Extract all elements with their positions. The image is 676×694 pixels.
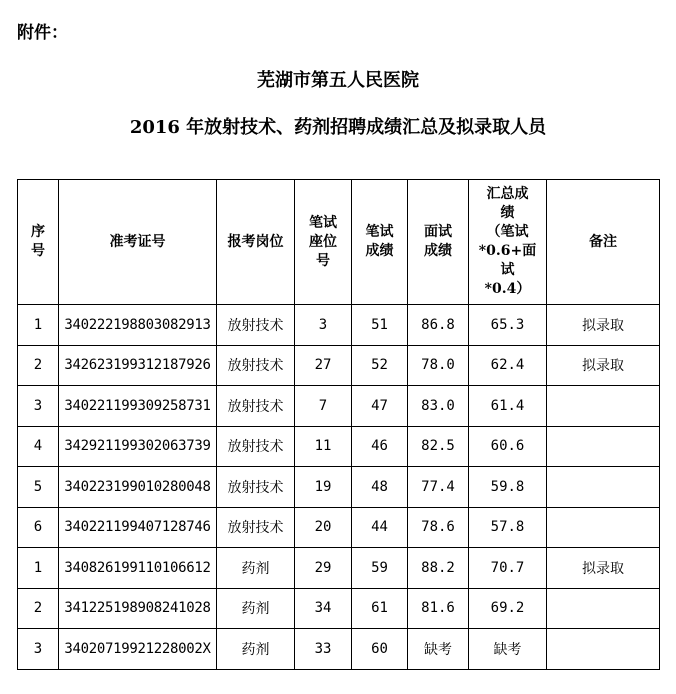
cell-position: 药剂 (217, 629, 295, 670)
cell-total: 59.8 (469, 467, 547, 508)
col-header-interview: 面试 成绩 (408, 180, 469, 305)
cell-seq: 4 (18, 426, 59, 467)
table-row (18, 467, 660, 508)
cell-seq: 3 (18, 386, 59, 427)
cell-interview: 77.4 (408, 467, 469, 508)
cell-written: 60 (352, 629, 408, 670)
cell-seat: 3 (295, 305, 352, 346)
cell-interview: 83.0 (408, 386, 469, 427)
cell-total: 70.7 (469, 548, 547, 589)
cell-remark (547, 588, 660, 629)
cell-total: 69.2 (469, 588, 547, 629)
cell-written: 51 (352, 305, 408, 346)
cell-total: 62.4 (469, 345, 547, 386)
cell-position: 放射技术 (217, 305, 295, 346)
cell-seq: 2 (18, 345, 59, 386)
cell-written: 44 (352, 507, 408, 548)
table-row (18, 629, 660, 670)
cell-total: 60.6 (469, 426, 547, 467)
cell-seat: 27 (295, 345, 352, 386)
cell-seat: 29 (295, 548, 352, 589)
cell-exam-id: 34020719921228002X (59, 629, 217, 670)
cell-remark: 拟录取 (547, 345, 660, 386)
cell-interview: 86.8 (408, 305, 469, 346)
cell-position: 药剂 (217, 588, 295, 629)
cell-exam-id: 340221199407128746 (59, 507, 217, 548)
cell-position: 放射技术 (217, 345, 295, 386)
cell-position: 药剂 (217, 548, 295, 589)
cell-remark (547, 386, 660, 427)
cell-total: 65.3 (469, 305, 547, 346)
cell-written: 48 (352, 467, 408, 508)
cell-exam-id: 341225198908241028 (59, 588, 217, 629)
cell-seq: 1 (18, 548, 59, 589)
cell-exam-id: 342623199312187926 (59, 345, 217, 386)
table-row (18, 588, 660, 629)
cell-written: 52 (352, 345, 408, 386)
cell-total: 缺考 (469, 629, 547, 670)
attachment-label: 附件： (17, 23, 68, 43)
col-header-total: 汇总成 绩 （笔试 *0.6+面 试 *0.4） (469, 180, 547, 305)
document-title: 芜湖市第五人民医院 (257, 70, 419, 91)
cell-remark (547, 467, 660, 508)
cell-seat: 33 (295, 629, 352, 670)
document-subtitle: 2016 年放射技术、药剂招聘成绩汇总及拟录取人员 (129, 117, 547, 138)
cell-position: 放射技术 (217, 426, 295, 467)
cell-total: 61.4 (469, 386, 547, 427)
col-header-remark: 备注 (547, 180, 660, 305)
cell-written: 46 (352, 426, 408, 467)
cell-remark (547, 507, 660, 548)
cell-written: 47 (352, 386, 408, 427)
cell-interview: 缺考 (408, 629, 469, 670)
cell-seq: 3 (18, 629, 59, 670)
table-row (18, 305, 660, 346)
cell-written: 59 (352, 548, 408, 589)
cell-seq: 5 (18, 467, 59, 508)
table-row (18, 548, 660, 589)
cell-exam-id: 340221199309258731 (59, 386, 217, 427)
cell-interview: 82.5 (408, 426, 469, 467)
cell-seq: 2 (18, 588, 59, 629)
cell-position: 放射技术 (217, 386, 295, 427)
cell-seq: 1 (18, 305, 59, 346)
cell-seat: 11 (295, 426, 352, 467)
col-header-seq: 序 号 (18, 180, 59, 305)
cell-remark: 拟录取 (547, 305, 660, 346)
cell-seat: 7 (295, 386, 352, 427)
col-header-seat: 笔试 座位 号 (295, 180, 352, 305)
col-header-written: 笔试 成绩 (352, 180, 408, 305)
cell-written: 61 (352, 588, 408, 629)
cell-position: 放射技术 (217, 507, 295, 548)
cell-seat: 20 (295, 507, 352, 548)
table-row (18, 507, 660, 548)
cell-interview: 78.6 (408, 507, 469, 548)
cell-exam-id: 340223199010280048 (59, 467, 217, 508)
table-row (18, 386, 660, 427)
cell-remark: 拟录取 (547, 548, 660, 589)
cell-interview: 78.0 (408, 345, 469, 386)
cell-position: 放射技术 (217, 467, 295, 508)
table-row (18, 345, 660, 386)
cell-total: 57.8 (469, 507, 547, 548)
cell-seat: 19 (295, 467, 352, 508)
col-header-exam-id: 准考证号 (59, 180, 217, 305)
header-row (18, 180, 660, 305)
cell-interview: 88.2 (408, 548, 469, 589)
results-table (17, 179, 660, 670)
cell-exam-id: 340826199110106612 (59, 548, 217, 589)
cell-remark (547, 426, 660, 467)
table-row (18, 426, 660, 467)
cell-remark (547, 629, 660, 670)
cell-seat: 34 (295, 588, 352, 629)
cell-exam-id: 340222198803082913 (59, 305, 217, 346)
col-header-position: 报考岗位 (217, 180, 295, 305)
cell-interview: 81.6 (408, 588, 469, 629)
cell-exam-id: 342921199302063739 (59, 426, 217, 467)
cell-seq: 6 (18, 507, 59, 548)
